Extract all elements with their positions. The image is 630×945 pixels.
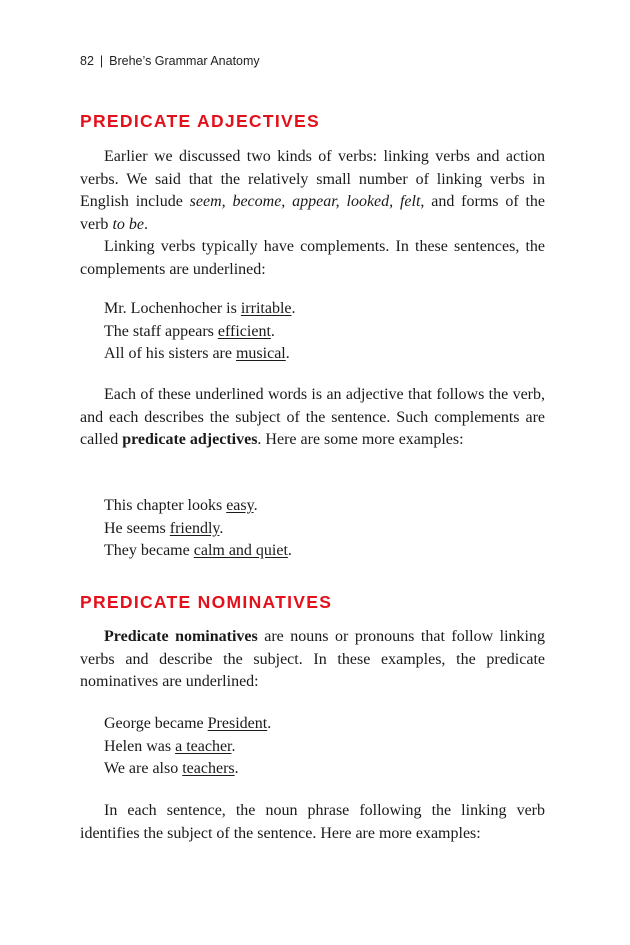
example-sentence: George became President. xyxy=(104,715,272,732)
example-sentence: The staff appears efficient. xyxy=(104,322,275,340)
paragraph-predicate-adjectives-definition: Each of these underlined words is an adjective that follows the verb, and each describes the subject of the sentence. Such complements are called predicate adjectives. Here are some more examples: xyxy=(80,386,545,448)
example-sentence: This chapter looks easy. xyxy=(104,497,258,514)
paragraph-linking-verbs-intro: Earlier we discussed two kinds of verbs: linking verbs and action verbs. We said that the relatively small number of linking verbs in English include seem, become, appear, looked, felt, and forms of the verb to be. xyxy=(80,148,546,233)
heading-predicate-adjectives: PREDICATE ADJECTIVES xyxy=(80,111,320,131)
example-sentence: Helen was a teacher. xyxy=(104,737,236,755)
example-list-nominatives xyxy=(104,713,271,781)
example-list-adjectives-2 xyxy=(104,495,292,563)
paragraph-complements: Linking verbs typically have complements. In these sentences, the complements are underlined: xyxy=(80,238,545,278)
example-sentence: They became calm and quiet. xyxy=(104,542,292,559)
example-list-adjectives-1 xyxy=(104,298,296,366)
header-separator: | xyxy=(99,54,104,68)
paragraph-noun-phrase: In each sentence, the noun phrase following the linking verb identifies the subject of the sentence. Here are more examples: xyxy=(80,802,545,842)
paragraph-predicate-nominatives-definition: Predicate nominatives are nouns or pronouns that follow linking verbs and describe the subject. In these examples, the predicate nominatives are underlined: xyxy=(80,628,546,690)
example-sentence: We are also teachers. xyxy=(104,760,239,777)
example-sentence: Mr. Lochenhocher is irritable. xyxy=(104,300,296,317)
book-title: Brehe’s Grammar Anatomy xyxy=(109,54,260,68)
heading-predicate-nominatives: PREDICATE NOMINATIVES xyxy=(80,592,333,612)
page-number: 82 xyxy=(80,54,94,68)
example-sentence: All of his sisters are musical. xyxy=(104,345,290,362)
running-head xyxy=(80,54,260,68)
example-sentence: He seems friendly. xyxy=(104,519,224,537)
